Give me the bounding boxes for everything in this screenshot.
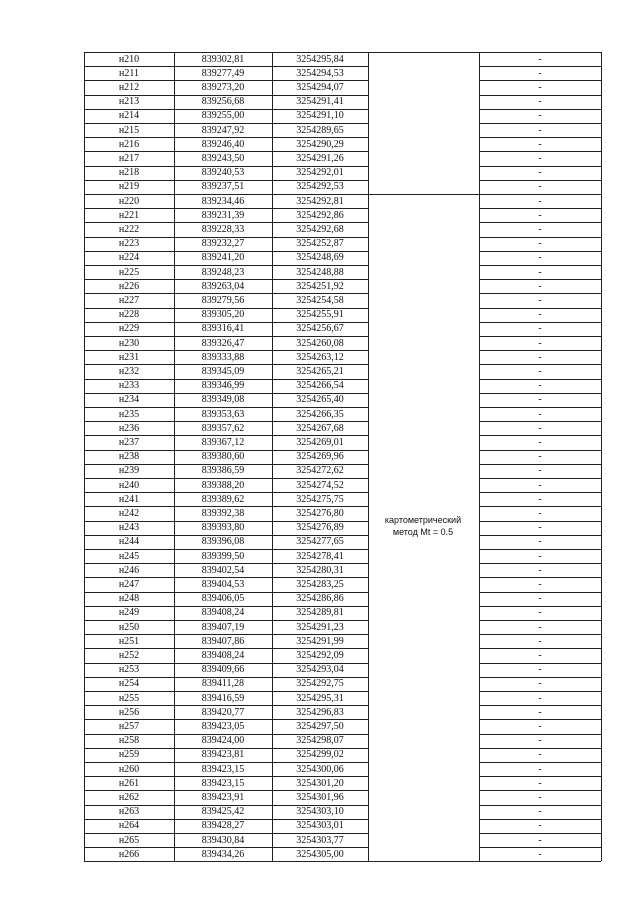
table-cell-d: - bbox=[538, 536, 542, 548]
table-cell-x: 839234,46 bbox=[201, 195, 245, 207]
table-cell-x: 839316,41 bbox=[201, 323, 245, 335]
table-cell-y: 3254276,89 bbox=[296, 522, 344, 534]
table-cell-y: 3254296,83 bbox=[296, 706, 344, 718]
table-cell-id: н213 bbox=[118, 96, 140, 108]
table-cell-d: - bbox=[538, 436, 542, 448]
table-cell-d: - bbox=[538, 124, 542, 136]
table-cell-x: 839402,54 bbox=[201, 564, 245, 576]
table-cell-y: 3254266,54 bbox=[296, 380, 344, 392]
table-cell-id: н210 bbox=[118, 53, 140, 65]
table-cell-d: - bbox=[538, 309, 542, 321]
table-cell-d: - bbox=[538, 706, 542, 718]
table-cell-y: 3254290,29 bbox=[296, 138, 344, 150]
table-cell-id: н226 bbox=[118, 280, 140, 292]
table-cell-y: 3254301,20 bbox=[296, 777, 344, 789]
table-cell-id: н211 bbox=[119, 67, 139, 79]
table-cell-id: н247 bbox=[118, 578, 140, 590]
table-cell-y: 3254265,40 bbox=[296, 394, 344, 406]
table-cell-id: н221 bbox=[118, 209, 140, 221]
table-cell-y: 3254303,77 bbox=[296, 834, 344, 846]
table-cell-id: н224 bbox=[118, 252, 140, 264]
table-cell-d: - bbox=[538, 223, 542, 235]
table-cell-id: н216 bbox=[118, 138, 140, 150]
table-cell-y: 3254292,53 bbox=[296, 181, 344, 193]
table-cell-y: 3254291,99 bbox=[296, 635, 344, 647]
column-divider bbox=[601, 52, 602, 861]
table-cell-y: 3254291,23 bbox=[296, 621, 344, 633]
table-cell-id: н223 bbox=[118, 238, 140, 250]
table-cell-y: 3254276,80 bbox=[296, 507, 344, 519]
table-cell-id: н233 bbox=[118, 380, 140, 392]
table-cell-id: н219 bbox=[118, 181, 140, 193]
table-cell-y: 3254305,00 bbox=[296, 848, 344, 860]
table-cell-d: - bbox=[538, 422, 542, 434]
table-cell-y: 3254295,31 bbox=[296, 692, 344, 704]
table-cell-x: 839423,15 bbox=[201, 777, 245, 789]
table-cell-x: 839247,92 bbox=[201, 124, 245, 136]
table-cell-id: н246 bbox=[118, 564, 140, 576]
table-cell-d: - bbox=[538, 465, 542, 477]
table-cell-d: - bbox=[538, 167, 542, 179]
table-cell-id: н259 bbox=[118, 749, 140, 761]
table-cell-d: - bbox=[538, 209, 542, 221]
table-cell-x: 839228,33 bbox=[201, 223, 245, 235]
table-cell-id: н214 bbox=[118, 110, 140, 122]
table-cell-x: 839393,80 bbox=[201, 522, 245, 534]
table-cell-id: н235 bbox=[118, 408, 140, 420]
table-cell-id: н262 bbox=[118, 791, 140, 803]
table-cell-id: н249 bbox=[118, 607, 140, 619]
table-cell-id: н212 bbox=[118, 81, 140, 93]
table-cell-x: 839404,53 bbox=[201, 578, 245, 590]
table-cell-y: 3254269,01 bbox=[296, 436, 344, 448]
table-cell-x: 839237,51 bbox=[201, 181, 245, 193]
table-cell-id: н252 bbox=[118, 649, 140, 661]
table-cell-y: 3254297,50 bbox=[296, 720, 344, 732]
table-cell-x: 839255,00 bbox=[201, 110, 245, 122]
table-cell-d: - bbox=[538, 820, 542, 832]
table-cell-x: 839399,50 bbox=[201, 550, 245, 562]
table-cell-x: 839243,50 bbox=[201, 152, 245, 164]
table-cell-x: 839326,47 bbox=[201, 337, 245, 349]
table-cell-y: 3254298,07 bbox=[296, 735, 344, 747]
table-cell-d: - bbox=[538, 110, 542, 122]
table-cell-y: 3254260,08 bbox=[296, 337, 344, 349]
table-cell-id: н265 bbox=[118, 834, 140, 846]
table-cell-d: - bbox=[538, 280, 542, 292]
table-cell-y: 3254294,07 bbox=[296, 81, 344, 93]
table-cell-d: - bbox=[538, 834, 542, 846]
table-cell-y: 3254263,12 bbox=[296, 351, 344, 363]
table-cell-x: 839305,20 bbox=[201, 309, 245, 321]
table-cell-x: 839273,20 bbox=[201, 81, 245, 93]
table-cell-d: - bbox=[538, 337, 542, 349]
table-cell-x: 839392,38 bbox=[201, 507, 245, 519]
table-cell-x: 839406,05 bbox=[201, 593, 245, 605]
table-cell-y: 3254277,65 bbox=[296, 536, 344, 548]
table-cell-y: 3254272,62 bbox=[296, 465, 344, 477]
table-cell-d: - bbox=[538, 806, 542, 818]
table-cell-id: н215 bbox=[118, 124, 140, 136]
method-label-line2: метод Mt = 0.5 bbox=[392, 527, 454, 537]
table-cell-x: 839353,63 bbox=[201, 408, 245, 420]
table-cell-x: 839246,40 bbox=[201, 138, 245, 150]
table-cell-d: - bbox=[538, 138, 542, 150]
table-cell-y: 3254254,58 bbox=[296, 294, 344, 306]
table-cell-id: н225 bbox=[118, 266, 140, 278]
table-cell-id: н230 bbox=[118, 337, 140, 349]
table-cell-d: - bbox=[538, 81, 542, 93]
table-cell-id: н236 bbox=[118, 422, 140, 434]
table-cell-d: - bbox=[538, 564, 542, 576]
table-cell-x: 839416,59 bbox=[201, 692, 245, 704]
table-cell-x: 839424,00 bbox=[201, 735, 245, 747]
table-cell-id: н238 bbox=[118, 451, 140, 463]
table-cell-x: 839333,88 bbox=[201, 351, 245, 363]
table-cell-d: - bbox=[538, 692, 542, 704]
table-cell-d: - bbox=[538, 323, 542, 335]
table-cell-d: - bbox=[538, 522, 542, 534]
table-cell-d: - bbox=[538, 238, 542, 250]
table-cell-x: 839428,27 bbox=[201, 820, 245, 832]
table-cell-d: - bbox=[538, 777, 542, 789]
table-cell-y: 3254278,41 bbox=[296, 550, 344, 562]
table-cell-y: 3254291,41 bbox=[296, 96, 344, 108]
table-cell-id: н256 bbox=[118, 706, 140, 718]
table-cell-y: 3254265,21 bbox=[296, 365, 344, 377]
table-cell-d: - bbox=[538, 607, 542, 619]
table-cell-d: - bbox=[538, 749, 542, 761]
table-cell-id: н240 bbox=[118, 479, 140, 491]
table-cell-d: - bbox=[538, 408, 542, 420]
table-cell-x: 839248,23 bbox=[201, 266, 245, 278]
table-cell-y: 3254252,87 bbox=[296, 238, 344, 250]
table-cell-d: - bbox=[538, 621, 542, 633]
row-divider bbox=[84, 861, 601, 862]
table-cell-d: - bbox=[538, 791, 542, 803]
table-cell-id: н251 bbox=[118, 635, 140, 647]
table-cell-y: 3254248,69 bbox=[296, 252, 344, 264]
table-cell-id: н266 bbox=[118, 848, 140, 860]
table-cell-x: 839241,20 bbox=[201, 252, 245, 264]
table-cell-y: 3254256,67 bbox=[296, 323, 344, 335]
table-cell-d: - bbox=[538, 763, 542, 775]
table-cell-d: - bbox=[538, 380, 542, 392]
table-cell-y: 3254292,81 bbox=[296, 195, 344, 207]
table-cell-id: н234 bbox=[118, 394, 140, 406]
table-cell-d: - bbox=[538, 479, 542, 491]
table-cell-id: н244 bbox=[118, 536, 140, 548]
table-cell-y: 3254291,26 bbox=[296, 152, 344, 164]
table-cell-x: 839302,81 bbox=[201, 53, 245, 65]
table-cell-x: 839240,53 bbox=[201, 167, 245, 179]
table-cell-id: н227 bbox=[118, 294, 140, 306]
table-cell-x: 839423,91 bbox=[201, 791, 245, 803]
table-cell-d: - bbox=[538, 593, 542, 605]
table-cell-id: н237 bbox=[118, 436, 140, 448]
table-cell-y: 3254280,31 bbox=[296, 564, 344, 576]
table-cell-x: 839408,24 bbox=[201, 607, 245, 619]
table-cell-x: 839408,24 bbox=[201, 649, 245, 661]
table-cell-d: - bbox=[538, 720, 542, 732]
table-cell-y: 3254283,25 bbox=[296, 578, 344, 590]
table-cell-x: 839357,62 bbox=[201, 422, 245, 434]
table-cell-y: 3254267,68 bbox=[296, 422, 344, 434]
table-cell-y: 3254299,02 bbox=[296, 749, 344, 761]
table-cell-x: 839407,19 bbox=[201, 621, 245, 633]
table-cell-id: н231 bbox=[118, 351, 140, 363]
table-cell-y: 3254295,84 bbox=[296, 53, 344, 65]
table-cell-id: н218 bbox=[118, 167, 140, 179]
table-cell-x: 839346,99 bbox=[201, 380, 245, 392]
table-cell-d: - bbox=[538, 394, 542, 406]
table-cell-y: 3254269,96 bbox=[296, 451, 344, 463]
table-cell-d: - bbox=[538, 67, 542, 79]
table-cell-x: 839279,56 bbox=[201, 294, 245, 306]
table-cell-y: 3254274,52 bbox=[296, 479, 344, 491]
table-cell-x: 839423,15 bbox=[201, 763, 245, 775]
table-cell-x: 839388,20 bbox=[201, 479, 245, 491]
table-cell-y: 3254255,91 bbox=[296, 309, 344, 321]
table-cell-y: 3254292,01 bbox=[296, 167, 344, 179]
table-cell-y: 3254292,75 bbox=[296, 678, 344, 690]
table-cell-id: н254 bbox=[118, 678, 140, 690]
table-cell-d: - bbox=[538, 578, 542, 590]
table-cell-y: 3254266,35 bbox=[296, 408, 344, 420]
table-cell-id: н232 bbox=[118, 365, 140, 377]
table-cell-x: 839367,12 bbox=[201, 436, 245, 448]
table-cell-id: н263 bbox=[118, 806, 140, 818]
table-cell-id: н260 bbox=[118, 763, 140, 775]
method-label-line1: картометрический bbox=[384, 515, 462, 525]
table-cell-id: н241 bbox=[118, 493, 140, 505]
table-cell-x: 839345,09 bbox=[201, 365, 245, 377]
table-cell-d: - bbox=[538, 365, 542, 377]
table-cell-x: 839380,60 bbox=[201, 451, 245, 463]
table-cell-y: 3254275,75 bbox=[296, 493, 344, 505]
table-cell-x: 839425,42 bbox=[201, 806, 245, 818]
table-cell-x: 839277,49 bbox=[201, 67, 245, 79]
table-cell-d: - bbox=[538, 96, 542, 108]
table-cell-id: н243 bbox=[118, 522, 140, 534]
table-cell-y: 3254292,68 bbox=[296, 223, 344, 235]
table-cell-y: 3254251,92 bbox=[296, 280, 344, 292]
method-label bbox=[368, 514, 478, 538]
table-cell-x: 839411,28 bbox=[201, 678, 245, 690]
table-cell-y: 3254300,06 bbox=[296, 763, 344, 775]
table-cell-id: н239 bbox=[118, 465, 140, 477]
table-cell-y: 3254303,10 bbox=[296, 806, 344, 818]
table-cell-d: - bbox=[538, 195, 542, 207]
table-cell-x: 839434,26 bbox=[201, 848, 245, 860]
column-divider bbox=[368, 52, 369, 861]
table-cell-id: н264 bbox=[118, 820, 140, 832]
table-cell-y: 3254293,04 bbox=[296, 664, 344, 676]
table-cell-x: 839386,59 bbox=[201, 465, 245, 477]
table-cell-d: - bbox=[538, 635, 542, 647]
table-cell-y: 3254286,86 bbox=[296, 593, 344, 605]
table-cell-d: - bbox=[538, 351, 542, 363]
table-cell-x: 839389,62 bbox=[201, 493, 245, 505]
table-cell-id: н255 bbox=[118, 692, 140, 704]
table-cell-d: - bbox=[538, 152, 542, 164]
table-cell-id: н220 bbox=[118, 195, 140, 207]
table-cell-id: н222 bbox=[118, 223, 140, 235]
table-cell-x: 839430,84 bbox=[201, 834, 245, 846]
table-cell-x: 839423,05 bbox=[201, 720, 245, 732]
table-cell-x: 839231,39 bbox=[201, 209, 245, 221]
table-cell-x: 839232,27 bbox=[201, 238, 245, 250]
table-cell-y: 3254291,10 bbox=[296, 110, 344, 122]
table-cell-d: - bbox=[538, 294, 542, 306]
table-cell-y: 3254289,81 bbox=[296, 607, 344, 619]
table-cell-id: н242 bbox=[118, 507, 140, 519]
table-cell-x: 839423,81 bbox=[201, 749, 245, 761]
table-cell-y: 3254248,88 bbox=[296, 266, 344, 278]
table-cell-d: - bbox=[538, 493, 542, 505]
table-cell-y: 3254301,96 bbox=[296, 791, 344, 803]
table-cell-d: - bbox=[538, 252, 542, 264]
table-cell-x: 839349,08 bbox=[201, 394, 245, 406]
table-cell-x: 839409,66 bbox=[201, 664, 245, 676]
table-cell-d: - bbox=[538, 678, 542, 690]
table-cell-id: н257 bbox=[118, 720, 140, 732]
table-cell-x: 839396,08 bbox=[201, 536, 245, 548]
table-cell-id: н250 bbox=[118, 621, 140, 633]
table-cell-y: 3254292,09 bbox=[296, 649, 344, 661]
table-cell-x: 839256,68 bbox=[201, 96, 245, 108]
table-cell-id: н248 bbox=[118, 593, 140, 605]
table-cell-x: 839407,86 bbox=[201, 635, 245, 647]
table-cell-id: н261 bbox=[118, 777, 140, 789]
table-cell-y: 3254294,53 bbox=[296, 67, 344, 79]
table-cell-x: 839420,77 bbox=[201, 706, 245, 718]
table-cell-y: 3254292,86 bbox=[296, 209, 344, 221]
table-cell-y: 3254303,01 bbox=[296, 820, 344, 832]
table-cell-d: - bbox=[538, 550, 542, 562]
table-cell-d: - bbox=[538, 451, 542, 463]
table-cell-id: н217 bbox=[118, 152, 140, 164]
table-cell-id: н253 bbox=[118, 664, 140, 676]
table-cell-x: 839263,04 bbox=[201, 280, 245, 292]
table-cell-id: н258 bbox=[118, 735, 140, 747]
table-cell-y: 3254289,65 bbox=[296, 124, 344, 136]
table-cell-d: - bbox=[538, 649, 542, 661]
table-cell-id: н229 bbox=[118, 323, 140, 335]
table-cell-d: - bbox=[538, 735, 542, 747]
table-cell-d: - bbox=[538, 53, 542, 65]
table-cell-d: - bbox=[538, 664, 542, 676]
table-cell-d: - bbox=[538, 848, 542, 860]
table-cell-d: - bbox=[538, 181, 542, 193]
table-cell-d: - bbox=[538, 507, 542, 519]
table-cell-id: н245 bbox=[118, 550, 140, 562]
table-cell-id: н228 bbox=[118, 309, 140, 321]
table-cell-d: - bbox=[538, 266, 542, 278]
